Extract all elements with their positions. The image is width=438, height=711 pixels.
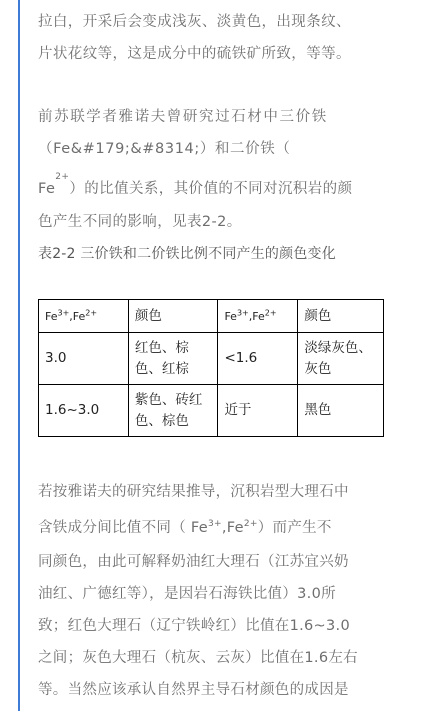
text-line: 之间；灰色大理石（杭灰、云灰）比值在1.6左右	[38, 650, 358, 666]
text-line: 若按雅诺夫的研究结果推导，沉积岩型大理石中	[38, 484, 349, 500]
superscript: 2+	[55, 172, 70, 183]
color-cell: 红色、棕色、红棕	[128, 333, 218, 385]
text-line: 含铁成分间比值不同（ $Fe^{3+},Fe^{2+}$）而产生不	[38, 519, 332, 536]
quote-left-border	[18, 0, 20, 711]
text-line: （Fe&#179;&#8314;）和二价铁（	[38, 141, 291, 157]
text-line	[38, 173, 352, 205]
color-cell: 黑色	[298, 385, 384, 437]
text-fragment: ）的比值关系，其价值的不同对沉积岩的颜	[69, 181, 353, 197]
text-line: 色产生不同的影响，见表2-2。	[38, 214, 242, 230]
text-line: 前苏联学者雅诺夫曾研究过石材中三价铁	[38, 109, 328, 125]
ratio-cell: <1.6	[218, 333, 298, 385]
header-ratio-cell	[218, 300, 298, 333]
text-line: 等。当然应该承认自然界主导石材颜色的成因是	[38, 682, 349, 698]
table-caption: 表2-2 三价铁和二价铁比例不同产生的颜色变化	[38, 246, 336, 262]
table-row	[39, 333, 384, 385]
ratio-header: $Fe^{3+},Fe^{2+}$	[45, 307, 98, 323]
table-row	[39, 385, 384, 437]
ratio-cell: 3.0	[39, 333, 129, 385]
header-color-cell: 颜色	[128, 300, 218, 333]
text-line: 致；红色大理石（辽宁铁岭红）比值在1.6~3.0	[38, 618, 350, 634]
superscript: 3+	[207, 519, 222, 530]
ratio-cell: 1.6~3.0	[39, 385, 129, 437]
fe-symbol: Fe	[38, 181, 56, 197]
text-line: 拉白，开采后会变成浅灰、淡黄色，出现条纹、	[38, 14, 351, 30]
ratio-header: $Fe^{3+},Fe^{2+}$	[224, 307, 277, 323]
color-cell: 紫色、砖红色、棕色	[128, 385, 218, 437]
header-color-cell: 颜色	[298, 300, 384, 333]
text-line: 片状花纹等，这是成分中的硫铁矿所致，等等。	[38, 46, 351, 62]
color-cell: 淡绿灰色、灰色	[298, 333, 384, 385]
text-line: 同颜色，由此可解释奶油红大理石（江苏宜兴奶	[38, 554, 349, 570]
color-ratio-table	[38, 299, 384, 437]
ratio-cell: 近于	[218, 385, 298, 437]
header-ratio-cell	[39, 300, 129, 333]
table-header-row	[39, 300, 384, 333]
superscript: 2+	[243, 519, 258, 530]
text-line: 油红、广德红等），是因岩石海铁比值）3.0所	[38, 586, 336, 602]
